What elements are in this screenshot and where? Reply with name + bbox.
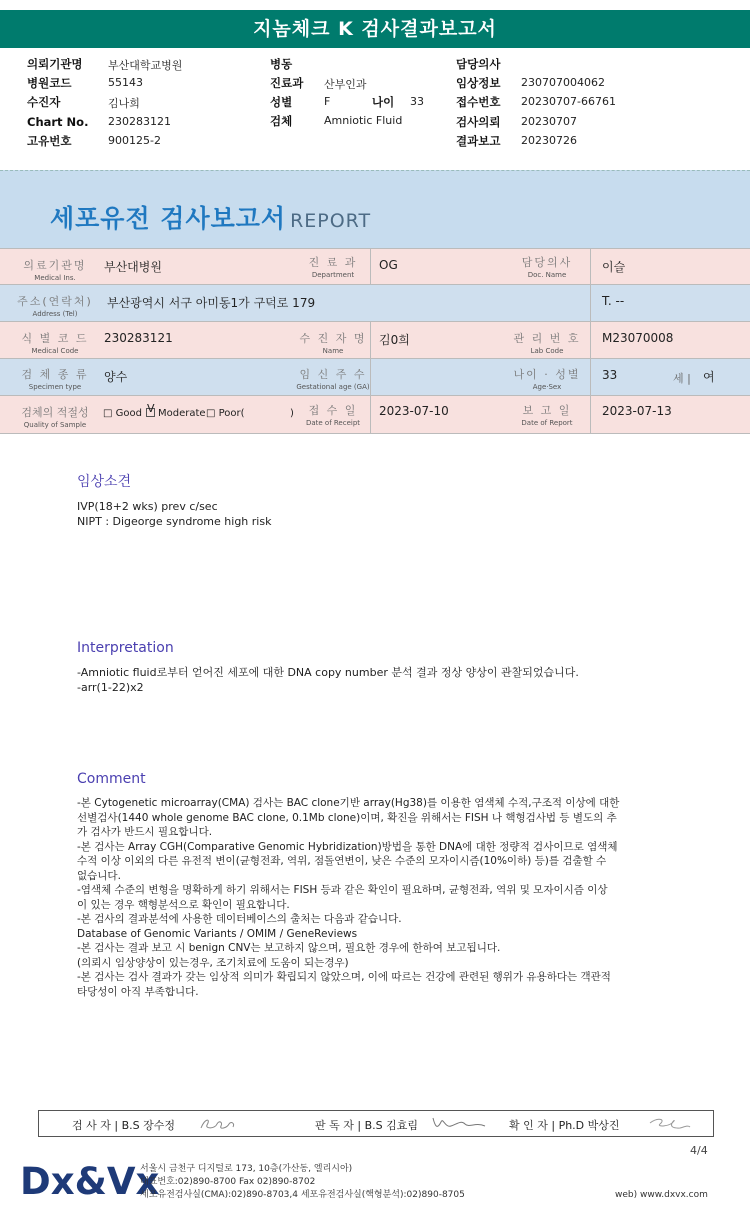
footer-phone: 대표번호:02)890-8700 Fax 02)890-8702 xyxy=(140,1177,316,1187)
chart-no-label: Chart No. xyxy=(27,115,89,129)
receipt-date-value: 2023-07-10 xyxy=(379,404,449,418)
doctor-grid-label: 담당의사 Doc. Name xyxy=(521,256,573,279)
quality-moderate-label: Moderate xyxy=(158,408,206,419)
confirmer-signature-label: 확 인 자 | Ph.D 박상진 xyxy=(509,1119,620,1132)
test-request-label: 검사의뢰 xyxy=(456,115,501,129)
department-grid-label: 진 료 과 Department xyxy=(308,256,358,279)
signature-box xyxy=(38,1110,714,1137)
report-heading-band xyxy=(0,170,750,248)
doctor-grid-value: 이슬 xyxy=(602,260,626,274)
institution-label: 의료기관명 Medical Ins. xyxy=(23,259,87,282)
grid-row-address xyxy=(0,285,750,322)
address-label: 주소(연락처) Address (Tel) xyxy=(17,295,93,318)
patient-value: 김나희 xyxy=(108,97,140,110)
result-report-value: 20230726 xyxy=(521,134,577,147)
lab-code-value: M23070008 xyxy=(602,331,674,345)
age-value: 33 xyxy=(410,95,424,108)
sex-label: 성별 xyxy=(270,95,293,109)
result-report-label: 결과보고 xyxy=(456,134,501,148)
column-divider xyxy=(370,396,371,434)
name-value: 김0희 xyxy=(379,333,410,347)
quality-poor-close: ) xyxy=(290,408,294,419)
interpretation-line: -Amniotic fluid로부터 얻어진 세포에 대한 DNA copy number 분석 결과 정상 양상이 관찰되었습니다. xyxy=(77,666,579,679)
grid-row-quality xyxy=(0,396,750,434)
specimen-value: Amniotic Fluid xyxy=(324,114,403,127)
lab-code-label: 관 리 번 호 Lab Code xyxy=(513,332,581,355)
comment-text xyxy=(77,796,702,999)
comment-line: 선별검사(1440 whole genome BAC clone, 0.1Mb clone)이며, 확진을 위해서는 FISH 나 핵형검사법 등 별도의 추 xyxy=(77,811,617,824)
address-value: 부산광역시 서구 아미동1가 구덕로 179 xyxy=(107,296,316,310)
quality-good-option[interactable]: □ Good xyxy=(103,408,142,419)
interpretation-line: -arr(1-22)x2 xyxy=(77,680,144,694)
specimen-label: 검체 xyxy=(270,114,293,128)
column-divider xyxy=(370,249,371,286)
gestational-age-label: 임 신 주 수 Gestational age (GA) xyxy=(296,368,370,391)
clinical-line: IVP(18+2 wks) prev c/sec xyxy=(77,500,218,513)
quality-label: 검체의 적절성 Quality of Sample xyxy=(21,406,89,429)
comment-line: 수적 이상 이외의 다른 유전적 변이(균형전좌, 역위, 점돌연변이, 낮은 수준의 모자이시즘(10%이하) 등)를 검출할 수 xyxy=(77,855,607,867)
comment-line: (의뢰시 임상양상이 있는경우, 조기치료에 도움이 되는경우) xyxy=(77,956,349,969)
clinical-line: NIPT : Digeorge syndrome high risk xyxy=(77,514,272,528)
age-unit: 세 | xyxy=(673,372,691,385)
checkbox-checked-icon: V xyxy=(147,402,155,415)
doctor-label: 담당의사 xyxy=(456,57,501,71)
column-divider xyxy=(370,359,371,396)
comment-line: -본 검사는 검사 결과가 갖는 임상적 의미가 확립되지 않았으며, 이에 따르는 건강에 관련된 행위가 유용하다는 객관적 xyxy=(77,971,611,983)
footer-lab-phone: 세포유전검사실(CMA):02)890-8703,4 세포유전검사실(핵형분석):02)890-8705 xyxy=(140,1190,465,1200)
receipt-no-label: 접수번호 xyxy=(456,95,501,109)
hospital-code-label: 병원코드 xyxy=(27,76,72,90)
comment-heading: Comment xyxy=(77,771,146,787)
column-divider xyxy=(590,249,591,286)
reader-signature-image xyxy=(429,1114,489,1132)
interpretation-text xyxy=(77,666,702,695)
column-divider xyxy=(590,359,591,396)
footer-website[interactable]: web) www.dxvx.com xyxy=(615,1190,708,1200)
comment-line: -본 검사의 결과분석에 사용한 데이터베이스의 출처는 다음과 같습니다. xyxy=(77,913,402,925)
tester-signature-image xyxy=(197,1116,239,1132)
comment-line: 없습니다. xyxy=(77,869,121,882)
tester-signature-label: 검 사 자 | B.S 장수정 xyxy=(72,1119,175,1132)
grid-row-specimen xyxy=(0,359,750,396)
column-divider xyxy=(370,322,371,359)
comment-line: -염색체 수준의 변형을 명확하게 하기 위해서는 FISH 등과 같은 확인이 필요하며, 균형전좌, 역위 및 모자이시즘 이상 xyxy=(77,884,608,896)
clinical-info-label: 임상정보 xyxy=(456,76,501,90)
unique-no-value: 900125-2 xyxy=(108,134,161,147)
age-sex-label: 나이 · 성별 Age·Sex xyxy=(513,368,581,391)
column-divider xyxy=(590,322,591,359)
comment-line: -본 Cytogenetic microarray(CMA) 검사는 BAC clone기반 array(Hg38)를 이용한 염색체 수적,구조적 이상에 대한 xyxy=(77,797,620,809)
report-title-en: REPORT xyxy=(290,210,372,232)
institution-value: 부산대병원 xyxy=(104,260,162,274)
ordering-institution-label: 의뢰기관명 xyxy=(27,57,83,71)
comment-line: -본 검사는 Array CGH(Comparative Genomic Hybridization)방법을 통한 DNA에 대한 정량적 검사이므로 염색체 xyxy=(77,840,618,853)
comment-line: Database of Genomic Variants / OMIM / GeneReviews xyxy=(77,927,358,940)
company-logo: Dx&Vx xyxy=(20,1160,160,1203)
name-label: 수 진 자 명 Name xyxy=(299,332,367,355)
report-title xyxy=(50,199,371,235)
header-info xyxy=(0,52,750,157)
clinical-findings-text xyxy=(77,500,702,529)
test-request-value: 20230707 xyxy=(521,115,577,128)
page-number: 4/4 xyxy=(690,1144,708,1157)
column-divider xyxy=(590,396,591,434)
medical-code-label: 식 별 코 드 Medical Code xyxy=(21,332,89,355)
confirmer-signature-image xyxy=(644,1115,694,1133)
reader-signature-label: 판 독 자 | B.S 김효림 xyxy=(315,1119,418,1132)
comment-line: -본 검사는 결과 보고 시 benign CNV는 보고하지 않으며, 필요한 경우에 한하여 보고됩니다. xyxy=(77,942,501,954)
specimen-type-value: 양수 xyxy=(104,370,128,384)
comment-line: 이 있는 경우 핵형분석으로 확인이 필요합니다. xyxy=(77,898,290,911)
grid-row-codes xyxy=(0,322,750,359)
interpretation-heading: Interpretation xyxy=(77,640,174,656)
phone-value: T. -- xyxy=(602,294,625,308)
receipt-date-label: 접 수 일 Date of Receipt xyxy=(305,404,361,427)
report-date-value: 2023-07-13 xyxy=(602,404,672,418)
department-value: 산부인과 xyxy=(324,78,367,91)
comment-line: 타당성이 아직 부족합니다. xyxy=(77,985,199,998)
receipt-no-value: 20230707-66761 xyxy=(521,95,616,108)
footer-address: 서울시 금천구 디지털로 173, 10층(가산동, 엘리시아) xyxy=(140,1164,353,1174)
report-title-bar: 지놈체크 K 검사결과보고서 xyxy=(0,10,750,48)
report-date-label: 보 고 일 Date of Report xyxy=(521,404,573,427)
clinical-info-value: 230707004062 xyxy=(521,76,605,89)
quality-poor-option[interactable]: □ Poor( xyxy=(206,408,245,419)
quality-moderate-option[interactable] xyxy=(146,402,206,419)
sex-value: F xyxy=(324,95,331,108)
ward-label: 병동 xyxy=(270,57,293,71)
hospital-code-value: 55143 xyxy=(108,76,143,89)
unique-no-label: 고유번호 xyxy=(27,134,72,148)
chart-no-value: 230283121 xyxy=(108,115,171,128)
clinical-findings-heading: 임상소견 xyxy=(77,474,132,490)
comment-line: 가 검사가 반드시 필요합니다. xyxy=(77,826,213,838)
report-title-kr: 세포유전 검사보고서 xyxy=(50,204,287,233)
grid-row-institution xyxy=(0,248,750,285)
age-value-grid: 33 xyxy=(602,368,618,382)
sex-value-grid: 여 xyxy=(703,370,715,384)
age-label: 나이 xyxy=(372,95,395,109)
column-divider xyxy=(590,285,591,322)
medical-code-value: 230283121 xyxy=(104,331,173,345)
ordering-institution-value: 부산대학교병원 xyxy=(108,59,183,72)
department-label: 진료과 xyxy=(270,76,304,90)
footer-contact xyxy=(140,1163,465,1202)
department-grid-value: OG xyxy=(379,258,398,272)
patient-label: 수진자 xyxy=(27,95,61,109)
specimen-type-label: 검 체 종 류 Specimen type xyxy=(21,368,89,391)
